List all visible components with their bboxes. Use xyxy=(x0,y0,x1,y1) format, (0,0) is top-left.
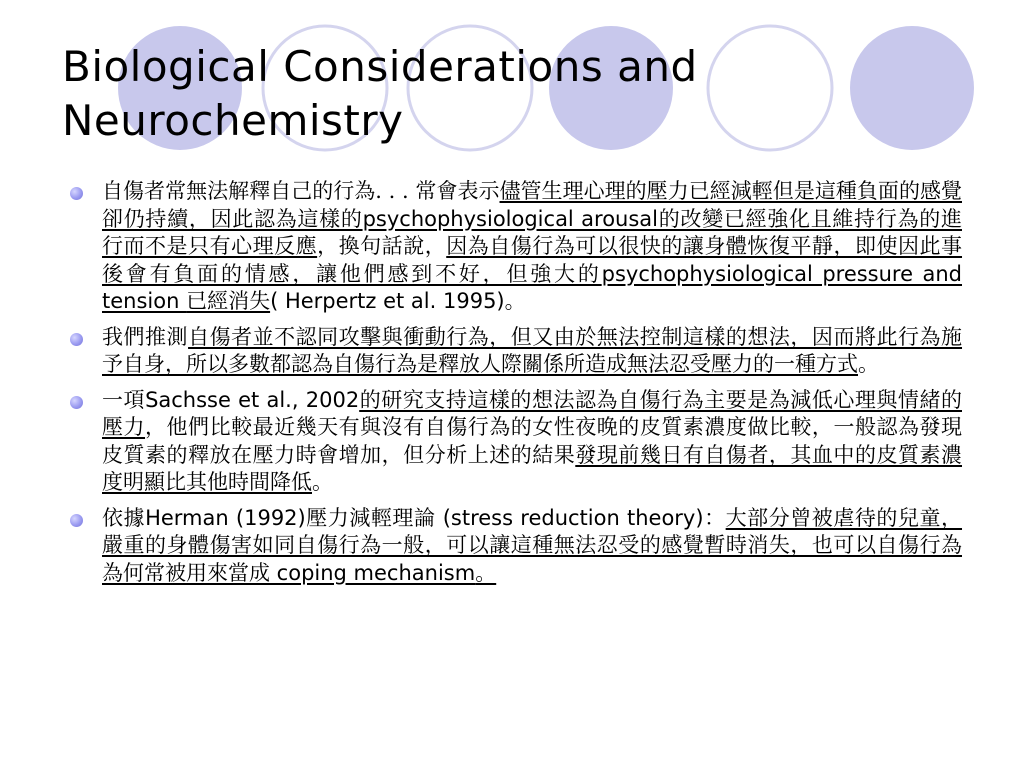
text-run: 一項 xyxy=(102,387,146,412)
text-run: ： xyxy=(703,505,726,530)
bullet-icon xyxy=(70,333,83,346)
text-run: 依據 xyxy=(102,505,146,530)
decor-circle-6 xyxy=(850,26,974,150)
text-run: 。 xyxy=(858,352,879,376)
text-run: psychophysiological arousal xyxy=(362,206,658,231)
text-run: 的研究支持這樣的想法認為自傷行為主要是為減低心理與情緒的壓力 xyxy=(102,387,962,439)
bullet-text xyxy=(102,324,962,379)
bullet-text xyxy=(102,178,962,316)
text-run: 發現前幾日有自傷者，其血中的皮質素濃度明顯比其他時間降低 xyxy=(102,442,962,494)
text-run: 壓力減輕理論 xyxy=(305,505,443,530)
text-run: 儘管生理心理的壓力已經減輕但是這種負面的感覺卻仍持續，因此認為這樣的 xyxy=(102,179,962,231)
text-run: 。 xyxy=(312,470,333,494)
text-run: (stress reduction theory) xyxy=(442,505,704,530)
text-run: Herman (1992) xyxy=(145,505,306,530)
text-run: 已經消失 xyxy=(186,289,271,313)
text-run: 我們推測 xyxy=(102,324,189,349)
text-run: 自傷者常無法解釋自己的行為. . . 常會表示 xyxy=(102,179,500,203)
text-run: ，換句話說， xyxy=(317,234,447,258)
text-run: ，他們比較最近幾天有與沒有自傷行為的女性夜晚的皮質素濃度做比較，一般認為發現皮質素的釋放在壓力時會增加，但分析上述的結果 xyxy=(102,415,963,467)
bullet-icon xyxy=(70,514,83,527)
bullet-item-2 xyxy=(70,324,962,379)
bullet-item-3 xyxy=(70,387,962,497)
text-run: coping mechanism xyxy=(270,560,476,585)
text-run: 。 xyxy=(475,560,497,585)
bullet-item-1 xyxy=(70,178,962,316)
text-run: 的改變已經強化且維持行為的進行而不是只有心理反應 xyxy=(102,206,962,258)
bullet-list xyxy=(70,178,962,595)
bullet-text xyxy=(102,387,962,497)
text-run: psychophysiological pressure and tension xyxy=(102,261,962,313)
text-run: 大部分曾被虐待的兒童，嚴重的身體傷害如同自傷行為一般，可以讓這種無法忍受的感覺暫時消失，也可以自傷行為為何常被用來當成 xyxy=(102,505,963,585)
bullet-text xyxy=(102,505,962,588)
text-run: 因為自傷行為可以很快的讓身體恢復平靜，即使因此事後會有負面的情感，讓他們感到不好，但強大的 xyxy=(102,234,963,286)
bullet-icon xyxy=(70,396,83,409)
slide-title: Biological Considerations and Neurochemistry xyxy=(62,42,698,145)
bullet-icon xyxy=(70,187,83,200)
text-run: Sachsse et al., 2002 xyxy=(145,387,360,412)
text-run: ( Herpertz et al. 1995) xyxy=(270,289,505,313)
bullet-item-4 xyxy=(70,505,962,588)
text-run: 自傷者並不認同攻擊與衝動行為，但又由於無法控制這樣的想法，因而將此行為施予自身，所以多數都認為自傷行為是釋放人際關係所造成無法忍受壓力的一種方式 xyxy=(102,324,963,376)
text-run: 。 xyxy=(504,289,526,313)
